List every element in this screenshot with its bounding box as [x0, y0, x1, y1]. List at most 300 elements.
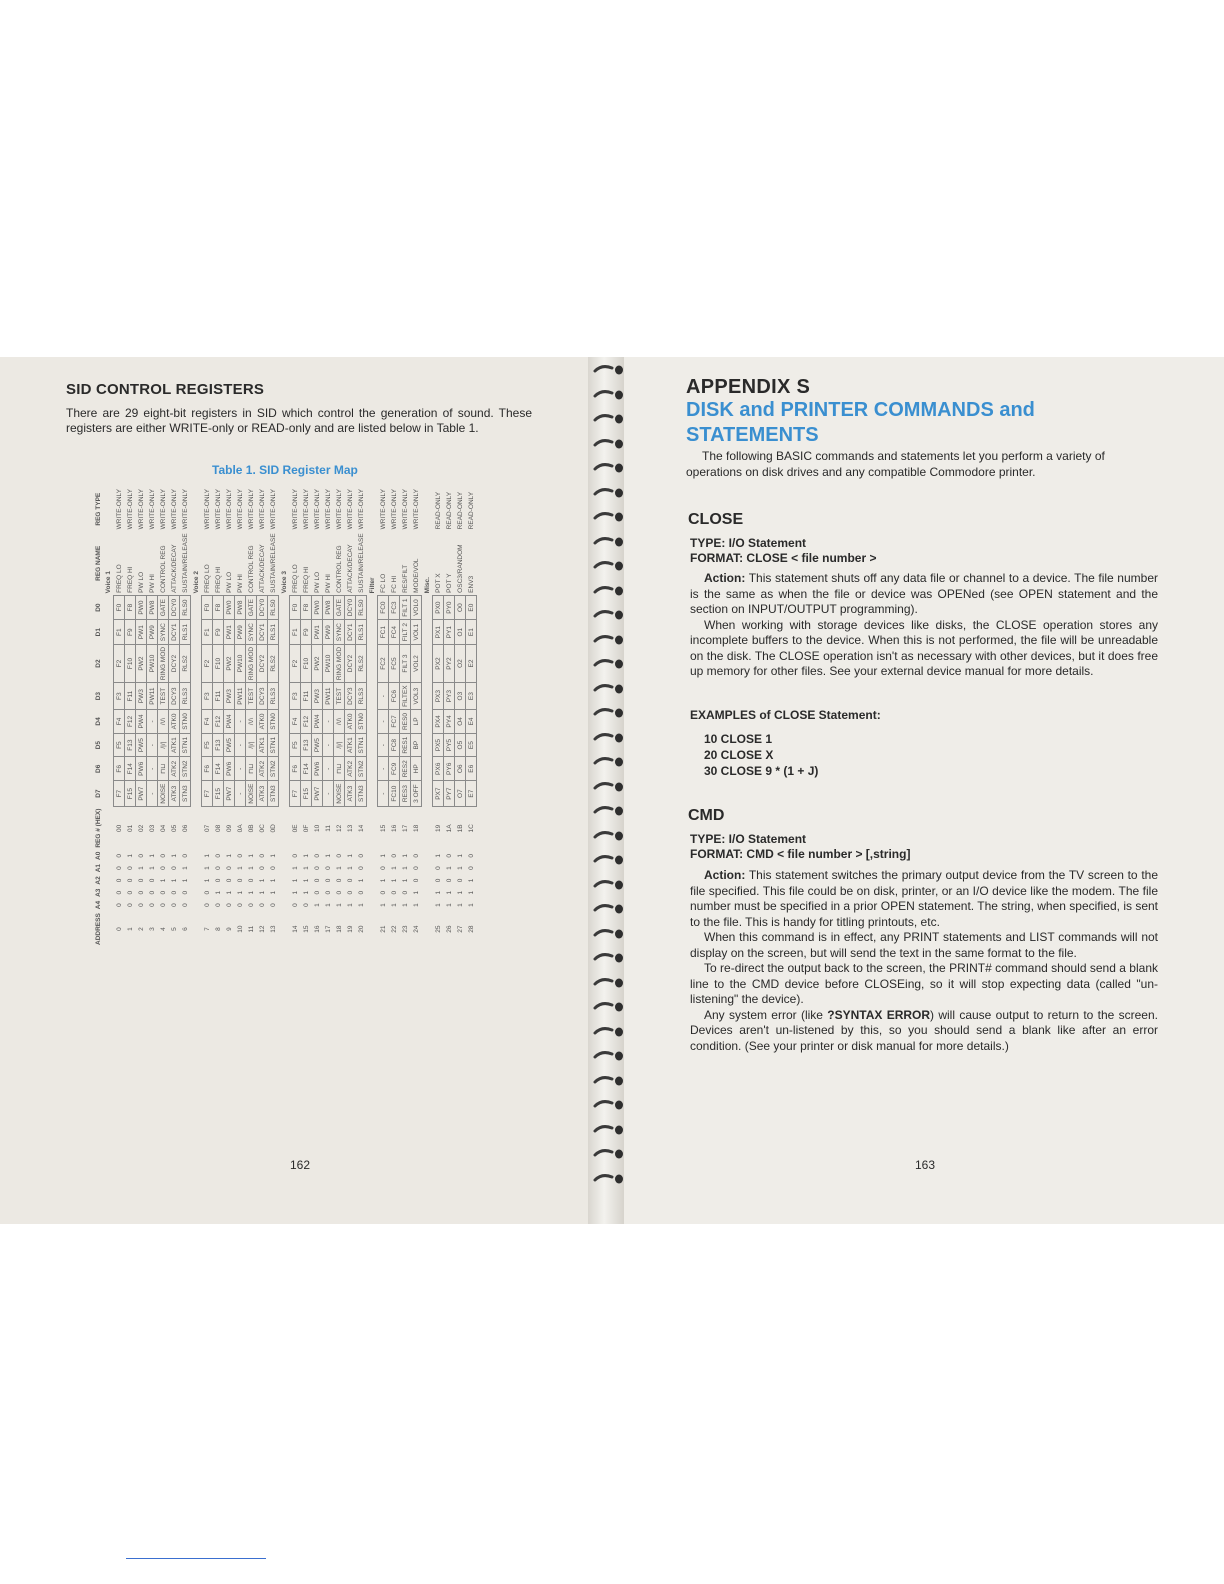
table-cell: STN0: [268, 710, 279, 734]
close-example-line: 10 CLOSE 1: [704, 732, 773, 746]
table-cell: F7: [290, 781, 301, 807]
table-row: [147, 487, 158, 947]
table-header-cell: REG TYPE: [94, 492, 102, 526]
table-cell: 0: [445, 853, 453, 858]
cmd-action-text: This statement switches the primary output device from the TV screen to the file specified. This file could be on disk, printer, or an I/O device like the modem. The file number must be specified in a prior OPEN statement. The string, when specified, is sent to the file. This is handy for titling printouts, etc.: [690, 868, 1158, 929]
table-cell: 1: [346, 853, 354, 858]
table-cell: FC10: [389, 781, 400, 807]
table-row: [158, 487, 169, 947]
table-cell: 0: [137, 878, 145, 883]
table-cell: GATE: [246, 595, 257, 620]
table-cell: WRITE-ONLY: [324, 489, 332, 530]
table-cell: 15: [379, 824, 387, 832]
cmd-action-label: Action:: [704, 868, 746, 882]
table-cell: 1: [203, 853, 211, 858]
table-cell: DCY0: [257, 595, 268, 620]
table-cell: NOISE: [246, 781, 257, 807]
table-cell: F6: [290, 757, 301, 781]
table-cell: 0: [313, 866, 321, 870]
table-row: [257, 487, 268, 947]
table-cell: 1: [159, 878, 167, 883]
table-cell: 0: [291, 853, 299, 858]
binding-ring-icon: [592, 583, 626, 597]
table-cell: TEST: [334, 683, 345, 710]
table-cell: 0: [148, 903, 156, 907]
table-cell: ATK1: [345, 733, 356, 757]
table-cell: F1: [114, 620, 125, 645]
table-cell: PY2: [444, 644, 455, 682]
table-row: [312, 487, 323, 947]
table-cell: FREQ LO: [203, 564, 211, 593]
binding-ring-icon: [592, 877, 626, 891]
table-row: [389, 487, 400, 947]
table-cell: 22: [390, 925, 398, 933]
table-cell: 0: [390, 890, 398, 895]
table-cell: FREQ HI: [126, 566, 134, 593]
table-cell: FREQ HI: [214, 566, 222, 593]
table-cell: 23: [401, 925, 409, 933]
binding-ring-icon: [592, 1024, 626, 1038]
table-cell: F13: [301, 733, 312, 757]
table-cell: TEST: [246, 683, 257, 710]
table-cell: 18: [335, 925, 343, 933]
table-cell: 1: [335, 903, 343, 907]
table-cell: PW4: [224, 710, 235, 734]
sid-register-table: [93, 487, 477, 947]
table-group-row: [103, 487, 114, 947]
table-cell: 0: [357, 853, 365, 858]
table-cell: ATK0: [345, 710, 356, 734]
table-cell: 0: [170, 890, 178, 895]
table-cell: 17: [324, 925, 332, 933]
table-cell: PX3: [433, 683, 444, 710]
table-cell: ATK1: [169, 733, 180, 757]
table-cell: 08: [214, 824, 222, 832]
table-cell: 1: [269, 890, 277, 895]
table-cell: PW5: [224, 733, 235, 757]
table-cell: F2: [202, 644, 213, 682]
table-cell: 0: [467, 853, 475, 858]
table-cell: 1: [434, 903, 442, 907]
table-cell: WRITE-ONLY: [258, 489, 266, 530]
table-cell: ATK3: [169, 781, 180, 807]
table-cell: 19: [434, 824, 442, 832]
close-action-label: Action:: [704, 571, 746, 585]
table-cell: PW6: [224, 757, 235, 781]
table-cell: STN2: [356, 757, 367, 781]
table-cell: ATK0: [169, 710, 180, 734]
table-cell: -: [323, 733, 334, 757]
table-cell: WRITE-ONLY: [379, 489, 387, 530]
table-cell: 11: [324, 825, 332, 832]
table-cell: -: [235, 757, 246, 781]
table-cell: CONTROL REG: [247, 545, 255, 593]
close-type-format: [690, 536, 876, 566]
table-cell: 0: [181, 903, 189, 907]
binding-ring-icon: [592, 1073, 626, 1087]
table-cell: F14: [301, 757, 312, 781]
table-cell: 1: [170, 853, 178, 858]
table-cell: RES3: [400, 781, 411, 807]
table-cell: 1: [390, 866, 398, 870]
table-cell: E2: [466, 644, 477, 682]
table-cell: ENV3: [467, 575, 475, 593]
binding-ring-icon: [592, 632, 626, 646]
table-cell: PW8: [323, 595, 334, 620]
table-cell: VOL0: [411, 595, 422, 620]
table-cell: F0: [202, 595, 213, 620]
table-cell: /\/\: [246, 710, 257, 734]
binding-ring-icon: [592, 607, 626, 621]
table-cell: RLS0: [180, 595, 191, 620]
table-cell: STN0: [356, 710, 367, 734]
table-cell: /|/|: [246, 733, 257, 757]
table-cell: 1: [181, 878, 189, 883]
table-group-row: [367, 487, 378, 947]
table-cell: PW9: [235, 620, 246, 645]
table-cell: 1: [346, 903, 354, 907]
table-cell: PW8: [147, 595, 158, 620]
binding-ring-icon: [592, 999, 626, 1013]
table-cell: PW2: [312, 644, 323, 682]
table-row: [246, 487, 257, 947]
table-cell: SYNC: [158, 620, 169, 645]
table-cell: 14: [357, 824, 365, 832]
table-cell: E5: [466, 733, 477, 757]
table-cell: 1: [148, 853, 156, 858]
table-cell: 0: [412, 878, 420, 883]
table-cell: 1: [236, 866, 244, 870]
table-cell: PX6: [433, 757, 444, 781]
table-cell: WRITE-ONLY: [302, 489, 310, 530]
table-cell: 0: [170, 903, 178, 907]
table-cell: 1: [357, 903, 365, 907]
table-cell: READ-ONLY: [456, 491, 464, 530]
table-cell: -: [235, 781, 246, 807]
table-cell: F10: [125, 644, 136, 682]
table-cell: 0: [115, 878, 123, 883]
close-example-line: 20 CLOSE X: [704, 748, 774, 762]
cmd-type-format: [690, 832, 910, 862]
table-cell: 00: [115, 824, 123, 832]
cmd-paragraph-4: [690, 1008, 1158, 1055]
table-cell: F13: [125, 733, 136, 757]
table-cell: 0: [137, 853, 145, 858]
table-header-cell: D0: [94, 603, 102, 612]
table-cell: FC8: [389, 733, 400, 757]
table-cell: WRITE-ONLY: [203, 489, 211, 530]
table-cell: FILT 3: [400, 644, 411, 682]
table-cell: DCY0: [169, 595, 180, 620]
table-cell: 1: [258, 878, 266, 883]
table-cell: PW11: [235, 683, 246, 710]
table-cell: 0: [379, 866, 387, 870]
table-header-cell: D6: [94, 764, 102, 773]
table-cell: 07: [203, 824, 211, 832]
table-row: [411, 487, 422, 947]
table-cell: 0: [137, 903, 145, 907]
table-cell: RING MOD: [246, 644, 257, 682]
table-cell: 0: [313, 853, 321, 858]
table-cell: E4: [466, 710, 477, 734]
close-body: [690, 571, 1158, 680]
table-cell: 1: [379, 878, 387, 883]
table-cell: F10: [213, 644, 224, 682]
table-cell: 0: [214, 878, 222, 883]
binding-ring-icon: [592, 411, 626, 425]
binding-ring-icon: [592, 803, 626, 817]
table-cell: 0: [203, 890, 211, 895]
table-cell: 1: [170, 878, 178, 883]
binding-ring-icon: [592, 534, 626, 548]
table-cell: 1: [401, 853, 409, 858]
table-cell: PW6: [136, 757, 147, 781]
table-cell: 0: [247, 878, 255, 883]
table-cell: STN2: [180, 757, 191, 781]
table-cell: F4: [114, 710, 125, 734]
table-cell: 0: [115, 890, 123, 895]
table-row: [268, 487, 279, 947]
table-cell: 0: [159, 890, 167, 895]
table-cell: -: [147, 781, 158, 807]
table-cell: 1: [137, 866, 145, 870]
binding-ring-icon: [592, 828, 626, 842]
table-cell: 1: [203, 866, 211, 870]
table-cell: 1: [269, 878, 277, 883]
table-cell: FC0: [378, 595, 389, 620]
table-cell: 1: [148, 866, 156, 870]
table-row: [224, 487, 235, 947]
table-cell: ⊓⊔: [158, 757, 169, 781]
table-cell: 0: [115, 866, 123, 870]
table-cell: F6: [202, 757, 213, 781]
table-cell: /|/|: [158, 733, 169, 757]
table-cell: ATK0: [257, 710, 268, 734]
table-cell: 0: [346, 878, 354, 883]
table-cell: 3 OFF: [411, 781, 422, 807]
table-cell: PY3: [444, 683, 455, 710]
binding-ring-icon: [592, 681, 626, 695]
table-cell: WRITE-ONLY: [170, 489, 178, 530]
binding-ring-icon: [592, 387, 626, 401]
table-header-cell: D1: [94, 628, 102, 637]
binding-ring-icon: [592, 485, 626, 499]
table-cell: PY0: [444, 595, 455, 620]
table-cell: 0: [412, 866, 420, 870]
binding-ring-icon: [592, 558, 626, 572]
table-cell: PW1: [136, 620, 147, 645]
binding-ring-icon: [592, 901, 626, 915]
table-cell: ⊓⊔: [334, 757, 345, 781]
cmd-paragraph-2: When this command is in effect, any PRINT statements and LIST commands will not display on the screen, but will send the text in the same format to the file.: [690, 930, 1158, 960]
table-cell: PW5: [312, 733, 323, 757]
sid-register-table-rotated: [93, 487, 548, 947]
table-cell: RES0: [400, 710, 411, 734]
table-cell: 1: [456, 890, 464, 895]
table-cell: FC HI: [390, 575, 398, 593]
table-cell: F12: [301, 710, 312, 734]
appendix-label: APPENDIX S: [686, 376, 811, 398]
close-example-line: 30 CLOSE 9 * (1 + J): [704, 764, 819, 778]
table-cell: WRITE-ONLY: [181, 489, 189, 530]
table-cell: ATTACK/DECAY: [258, 544, 266, 593]
table-row: [400, 487, 411, 947]
table-header-cell: REG # (HEX): [94, 808, 102, 848]
table-cell: 15: [302, 925, 310, 933]
table-cell: WRITE-ONLY: [401, 489, 409, 530]
table-cell: PW11: [147, 683, 158, 710]
table-cell: 1: [379, 853, 387, 858]
table-cell: DCY3: [257, 683, 268, 710]
table-cell: PW HI: [236, 574, 244, 593]
table-cell: 0: [225, 866, 233, 870]
table-cell: 1: [456, 853, 464, 858]
table-header-cell: A1: [94, 863, 102, 873]
table-cell: 16: [313, 925, 321, 933]
table-cell: STN2: [268, 757, 279, 781]
table-cell: 1: [247, 890, 255, 895]
table-row: [466, 487, 477, 947]
table-cell: 14: [291, 925, 299, 933]
table-cell: 1: [390, 878, 398, 883]
table-cell: 18: [412, 824, 420, 832]
table-row: [323, 487, 334, 947]
table-cell: F1: [202, 620, 213, 645]
table-cell: PW1: [312, 620, 323, 645]
table-cell: 1C: [467, 824, 475, 833]
table-header-cell: D5: [94, 740, 102, 750]
table-cell: READ-ONLY: [445, 491, 453, 530]
table-cell: ATTACK/DECAY: [170, 544, 178, 593]
table-cell: RLS1: [356, 620, 367, 645]
table-cell: 04: [159, 824, 167, 832]
table-cell: F4: [202, 710, 213, 734]
table-cell: 0A: [236, 824, 244, 833]
table-row: [290, 487, 301, 947]
table-cell: FILTEX: [400, 683, 411, 710]
table-cell: 0: [456, 878, 464, 883]
table-group-label: Voice 1: [104, 571, 112, 594]
table-cell: 12: [335, 824, 343, 832]
table-cell: RING MOD: [334, 644, 345, 682]
table-cell: 7: [203, 927, 211, 931]
table-cell: 19: [346, 925, 354, 933]
table-cell: 0: [258, 866, 266, 870]
table-header-cell: REG NAME: [94, 545, 102, 581]
table-cell: 0: [324, 890, 332, 895]
table-cell: WRITE-ONLY: [225, 489, 233, 530]
table-cell: 0: [258, 853, 266, 858]
table-cell: PW LO: [313, 571, 321, 593]
table-cell: F3: [202, 683, 213, 710]
table-cell: RLS3: [268, 683, 279, 710]
table-cell: FILT 2: [400, 620, 411, 645]
table-cell: F5: [202, 733, 213, 757]
table-cell: -: [323, 757, 334, 781]
table-cell: DCY1: [345, 620, 356, 645]
table-header-cell: D4: [94, 717, 102, 726]
table-cell: WRITE-ONLY: [269, 489, 277, 530]
table-cell: 17: [401, 824, 409, 832]
table-cell: F14: [125, 757, 136, 781]
table-cell: 0: [159, 903, 167, 907]
table-cell: PW9: [147, 620, 158, 645]
table-cell: 0: [390, 853, 398, 858]
table-cell: 0: [346, 890, 354, 895]
table-row: [235, 487, 246, 947]
table-cell: PY1: [444, 620, 455, 645]
table-cell: PW4: [312, 710, 323, 734]
table-cell: 1: [346, 866, 354, 870]
binding-ring-icon: [592, 754, 626, 768]
table-cell: F11: [213, 683, 224, 710]
table-cell: CONTROL REG: [335, 545, 343, 593]
table-cell: F6: [114, 757, 125, 781]
table-cell: 13: [346, 824, 354, 832]
table-cell: F4: [290, 710, 301, 734]
table-cell: POT X: [434, 573, 442, 593]
table-cell: 1: [379, 903, 387, 907]
table-cell: STN1: [180, 733, 191, 757]
table-cell: F0: [290, 595, 301, 620]
table-cell: 0: [236, 853, 244, 858]
table-cell: RES2: [400, 757, 411, 781]
table-cell: 02: [137, 824, 145, 832]
table-cell: /\/\: [334, 710, 345, 734]
table-cell: 1: [126, 853, 134, 858]
table-cell: WRITE-ONLY: [335, 489, 343, 530]
table-cell: 2: [137, 927, 145, 931]
table-cell: PW10: [323, 644, 334, 682]
table-cell: 10: [236, 925, 244, 933]
table-cell: POT Y: [445, 573, 453, 593]
close-paragraph-2: When working with storage devices like disks, the CLOSE operation stores any incomplete buffers to the device. When this is not performed, the file will be unreadable on the disk. The CLOSE operation isn't as necessary with other devices, but it does free up memory for other files. See your external device manual for more details.: [690, 617, 1158, 678]
table-group-label: Misc.: [423, 577, 431, 594]
table-cell: 3: [148, 927, 156, 931]
table-cell: 1: [313, 903, 321, 907]
table-cell: WRITE-ONLY: [390, 489, 398, 530]
table-cell: 1: [126, 927, 134, 931]
table-cell: 0: [126, 903, 134, 907]
table-cell: 0C: [258, 824, 266, 833]
binding-ring-icon: [592, 1048, 626, 1062]
table-cell: 0: [445, 878, 453, 883]
table-cell: F9: [301, 620, 312, 645]
table-cell: 0: [214, 853, 222, 858]
table-cell: 0: [324, 866, 332, 870]
table-cell: -: [378, 683, 389, 710]
binding-ring-icon: [592, 950, 626, 964]
table-cell: F11: [301, 683, 312, 710]
table-cell: ATK2: [257, 757, 268, 781]
table-cell: STN1: [268, 733, 279, 757]
table-cell: WRITE-ONLY: [126, 489, 134, 530]
table-cell: PW4: [136, 710, 147, 734]
table-cell: ⊓⊔: [246, 757, 257, 781]
close-examples-heading: EXAMPLES of CLOSE Statement:: [690, 708, 881, 722]
table-cell: F9: [125, 620, 136, 645]
table-cell: 21: [379, 925, 387, 933]
table-cell: FC7: [389, 710, 400, 734]
table-cell: VOL1: [411, 620, 422, 645]
table-cell: RES/FILT: [401, 564, 409, 593]
table-cell: WRITE-ONLY: [115, 489, 123, 530]
table-cell: PW LO: [225, 571, 233, 593]
table-cell: 0: [313, 878, 321, 883]
table-cell: TEST: [158, 683, 169, 710]
table-cell: VOL2: [411, 644, 422, 682]
table-cell: E3: [466, 683, 477, 710]
